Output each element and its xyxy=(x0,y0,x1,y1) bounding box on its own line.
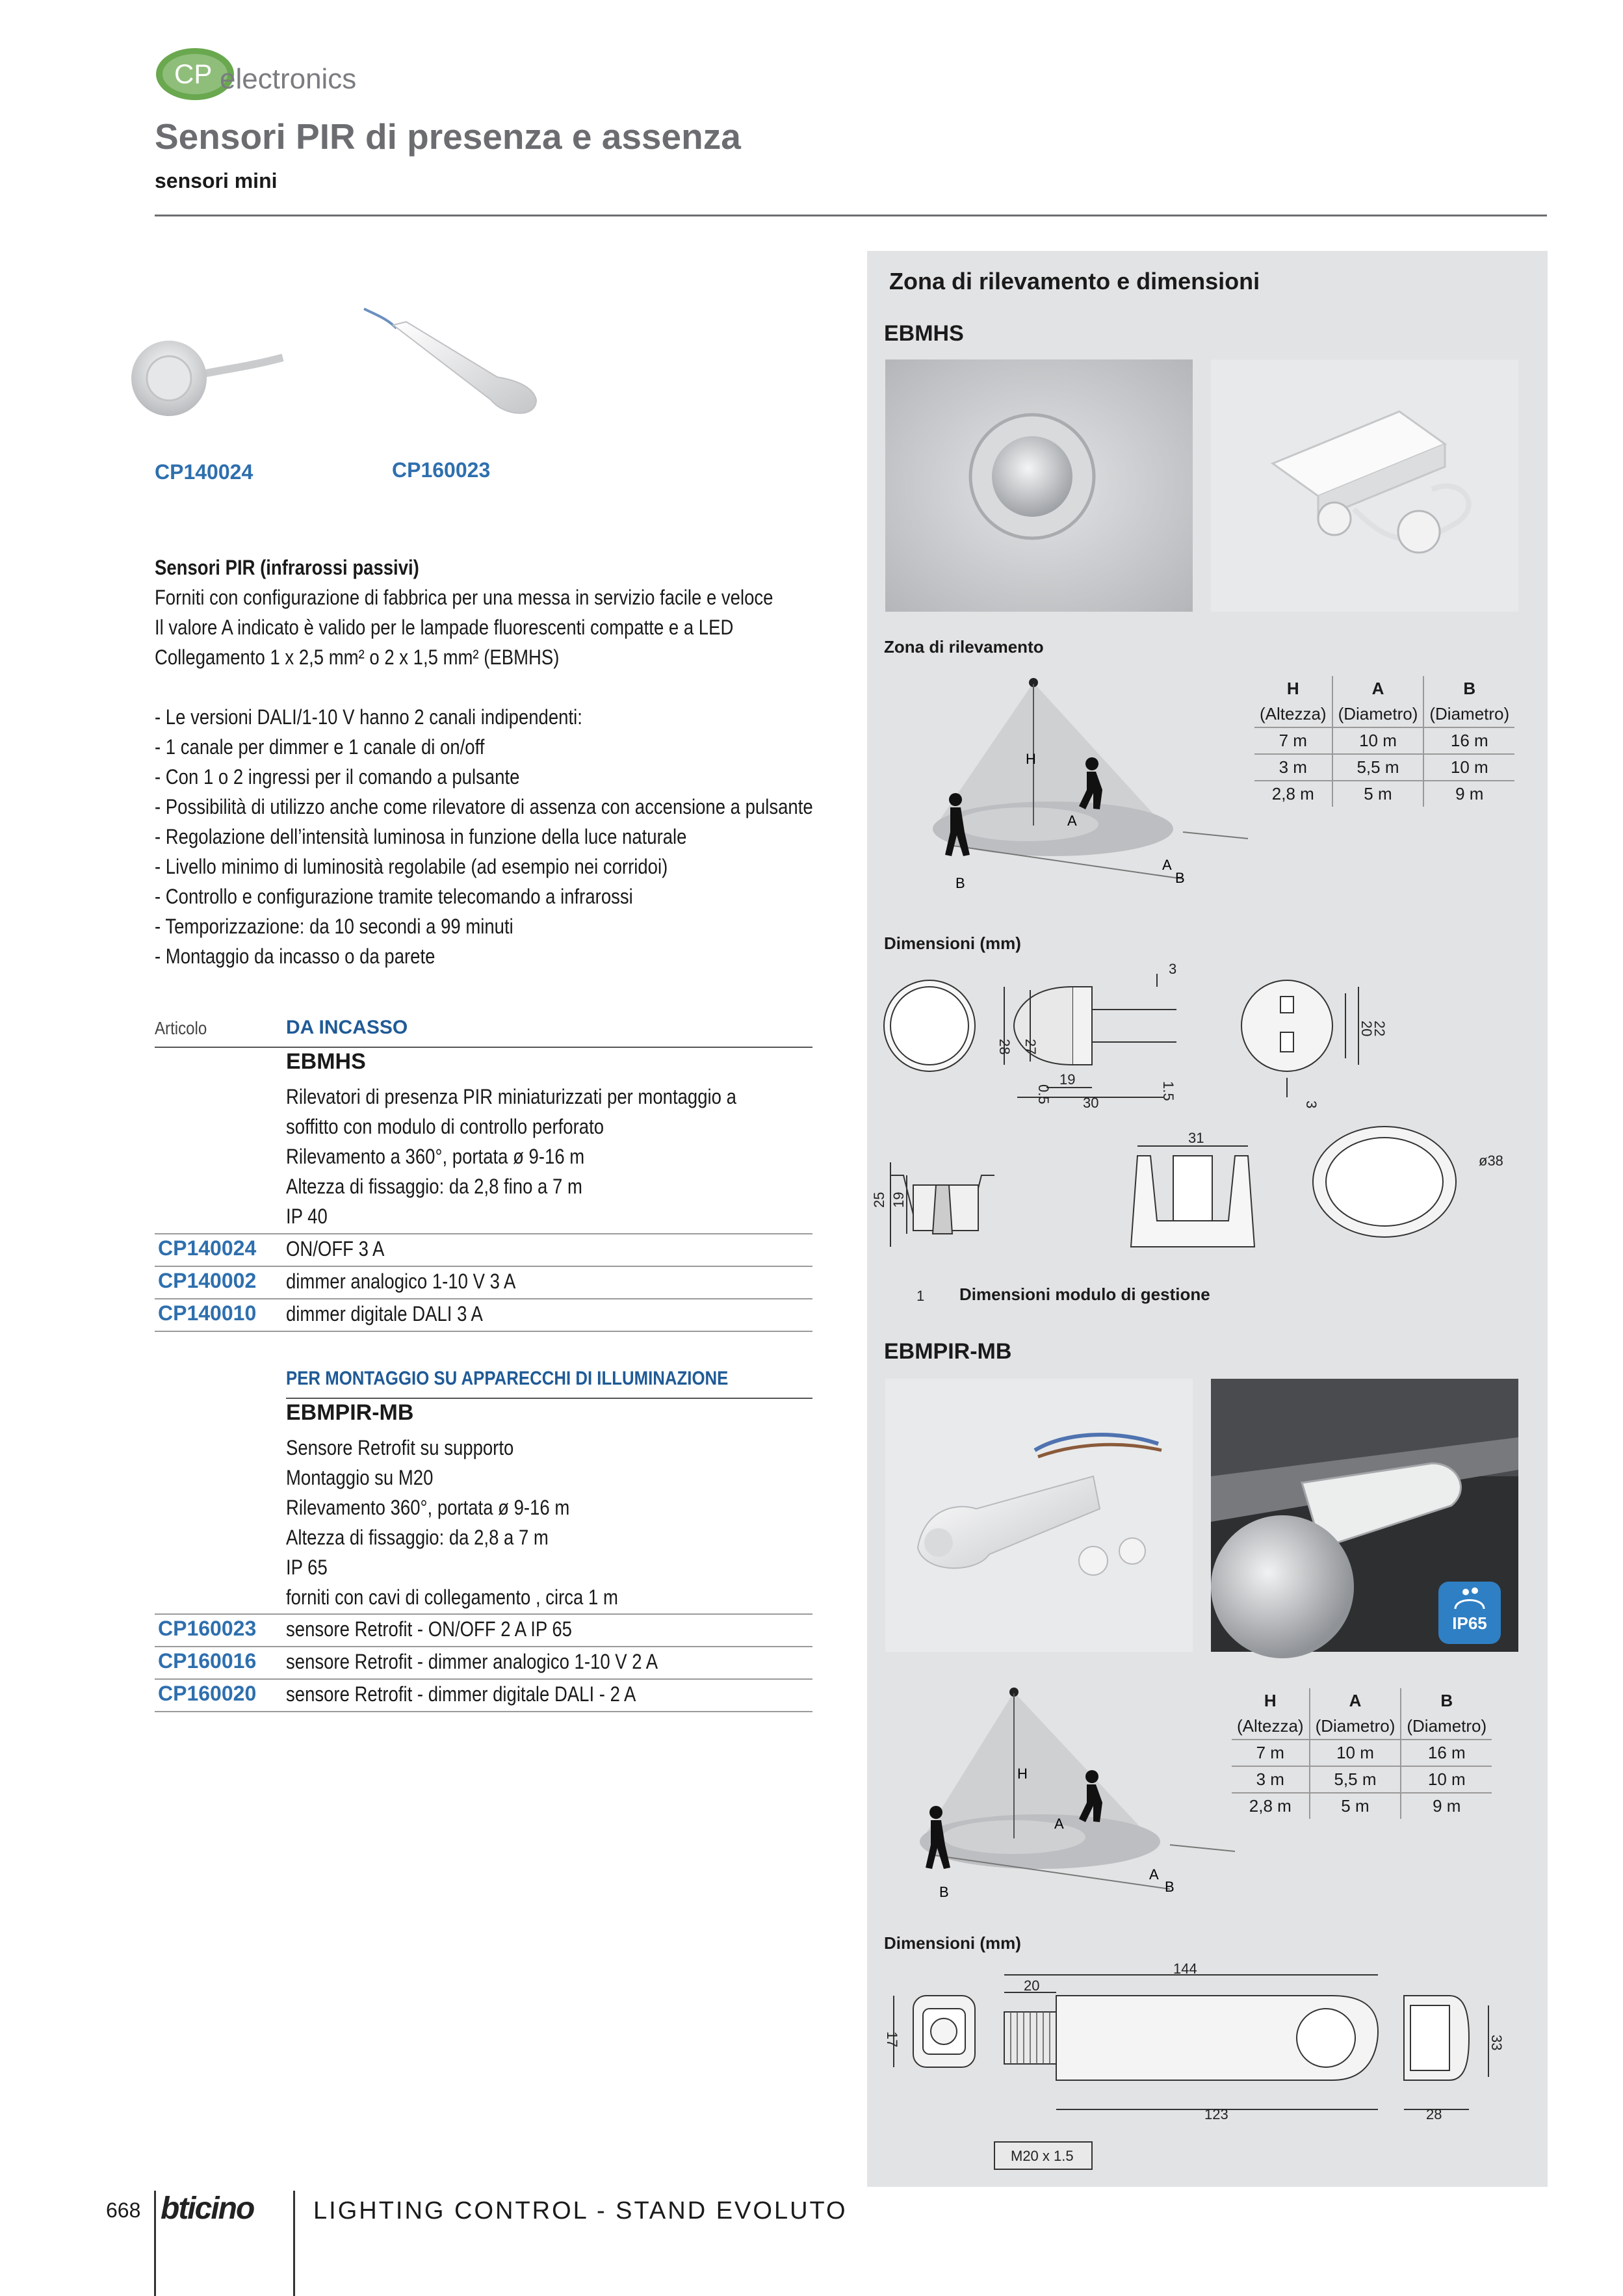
logo-text: electronics xyxy=(220,63,357,95)
ebmpir-photo-product xyxy=(885,1379,1193,1652)
product-photo-cp140024 xyxy=(104,306,283,442)
ebmhs-photo-ceiling xyxy=(885,359,1193,612)
section2-rule xyxy=(286,1398,812,1399)
bullet-item: - Livello minimo di luminosità regolabile (ad esempio nei corridoi) xyxy=(155,855,668,878)
range-cell: 16 m xyxy=(1423,727,1514,754)
ip65-label: IP65 xyxy=(1452,1613,1487,1633)
range-header-a: A xyxy=(1332,676,1424,701)
description-line: Forniti con configurazione di fabbrica per una messa in servizio facile e veloce xyxy=(155,586,773,609)
footer-brand: bticino xyxy=(161,2191,254,2226)
dim-label: 27 xyxy=(1022,1039,1039,1055)
dim-label: 3 xyxy=(1169,961,1177,977)
dim-label: 30 xyxy=(1083,1095,1099,1111)
range-cell: 5 m xyxy=(1332,781,1424,807)
section1-heading: DA INCASSO xyxy=(286,1017,408,1038)
range-subheader: (Diametro) xyxy=(1401,1714,1492,1740)
section2-desc-line: Sensore Retrofit su supporto xyxy=(286,1436,514,1459)
description-line: Collegamento 1 x 2,5 mm² o 2 x 1,5 mm² (EBMHS) xyxy=(155,646,560,669)
ip65-badge xyxy=(1438,1582,1501,1644)
panel-title: Zona di rilevamento e dimensioni xyxy=(889,268,1260,294)
section2-desc-line: IP 65 xyxy=(286,1556,328,1579)
range-header-b: B xyxy=(1423,676,1514,701)
range-cell: 10 m xyxy=(1423,754,1514,781)
dim-label: 0.5 xyxy=(1035,1084,1052,1104)
range-header-h: H xyxy=(1286,679,1299,698)
bullet-item: - Temporizzazione: da 10 secondi a 99 minuti xyxy=(155,915,513,938)
dim-label: 17 xyxy=(884,2031,900,2048)
table-row-desc: ON/OFF 3 A xyxy=(286,1237,385,1260)
row-divider xyxy=(155,1298,812,1299)
range-header-h: H xyxy=(1264,1691,1277,1710)
page-subtitle: sensori mini xyxy=(155,169,278,192)
footer-divider-right xyxy=(293,2191,295,2296)
ebmhs-title: EBMHS xyxy=(884,321,964,346)
bullet-item: - Possibilità di utilizzo anche come rilevatore di assenza con accensione a pulsante xyxy=(155,795,813,818)
logo xyxy=(155,40,363,105)
range-cell: 5 m xyxy=(1310,1793,1401,1819)
module-dimensions-label: Dimensioni modulo di gestione xyxy=(959,1285,1210,1304)
table-row-code: CP140010 xyxy=(158,1301,257,1325)
range-cell: 9 m xyxy=(1401,1793,1492,1819)
section1-desc-line: Rilevatori di presenza PIR miniaturizzati per montaggio a xyxy=(286,1085,736,1108)
range-cell: 10 m xyxy=(1310,1740,1401,1766)
dim-label: 123 xyxy=(1204,2106,1228,2122)
section2-heading: PER MONTAGGIO SU APPARECCHI DI ILLUMINAZIONE xyxy=(286,1368,729,1389)
dim-label: 1 xyxy=(916,1288,925,1304)
range-table-2 xyxy=(1232,1688,1492,1819)
bullet-item: - Con 1 o 2 ingressi per il comando a pulsante xyxy=(155,765,520,789)
range-subheader: (Diametro) xyxy=(1423,701,1514,727)
diagram-label-b: B xyxy=(939,1884,949,1900)
footer-text: LIGHTING CONTROL - STAND EVOLUTO xyxy=(313,2197,848,2224)
dim-label: 1.5 xyxy=(1160,1081,1176,1101)
dim-label: 19 xyxy=(1059,1071,1076,1088)
diagram-label-b: B xyxy=(1165,1879,1175,1895)
dim-label: 20 xyxy=(1358,1021,1375,1037)
description-heading: Sensori PIR (infrarossi passivi) xyxy=(155,556,419,579)
row-divider xyxy=(155,1711,812,1712)
zone-label: Zona di rilevamento xyxy=(884,637,1044,657)
description-line: Il valore A indicato è valido per le lampade fluorescenti compatte e a LED xyxy=(155,616,734,639)
dim-label: 33 xyxy=(1488,2035,1505,2051)
range-cell: 2,8 m xyxy=(1254,781,1332,807)
ebmpir-dimension-drawing xyxy=(877,1957,1534,2171)
range-cell: 10 m xyxy=(1332,727,1424,754)
section2-desc-line: Montaggio su M20 xyxy=(286,1466,434,1489)
range-subheader: (Diametro) xyxy=(1310,1714,1401,1740)
dim-label: 3 xyxy=(1303,1101,1319,1109)
table-row-desc: dimmer digitale DALI 3 A xyxy=(286,1302,483,1325)
section1-desc xyxy=(286,1082,810,1231)
water-drop-icon xyxy=(1450,1584,1489,1613)
range-header-b: B xyxy=(1401,1688,1492,1714)
product-code-2: CP160023 xyxy=(392,458,491,482)
bullet-item: - Controllo e configurazione tramite telecomando a infrarossi xyxy=(155,885,633,908)
dim-label: 28 xyxy=(1426,2106,1442,2122)
dim-label: 144 xyxy=(1173,1961,1197,1977)
footer-divider-left xyxy=(154,2191,156,2296)
section2-desc-line: forniti con cavi di collegamento , circa 1 m xyxy=(286,1585,618,1609)
range-cell: 16 m xyxy=(1401,1740,1492,1766)
table-row-desc: dimmer analogico 1-10 V 3 A xyxy=(286,1270,516,1293)
description-block xyxy=(155,553,920,971)
range-cell: 2,8 m xyxy=(1232,1793,1310,1819)
dimensions-label: Dimensioni (mm) xyxy=(884,933,1021,953)
diagram-label-h: H xyxy=(1026,751,1036,767)
dim-label: M20 x 1.5 xyxy=(1011,2148,1074,2164)
range-subheader: (Altezza) xyxy=(1237,1716,1304,1736)
section1-model: EBMHS xyxy=(286,1049,366,1074)
ebmpir-photo-installed xyxy=(1211,1379,1518,1652)
diagram-label-a: A xyxy=(1054,1816,1064,1832)
table-row-desc: sensore Retrofit - ON/OFF 2 A IP 65 xyxy=(286,1617,572,1641)
bullet-item: - Regolazione dell’intensità luminosa in funzione della luce naturale xyxy=(155,825,687,848)
diagram-label-b: B xyxy=(955,875,965,891)
ebmpir-title: EBMPIR-MB xyxy=(884,1339,1012,1364)
product-photo-cp160023 xyxy=(361,296,552,449)
dim-label: 20 xyxy=(1024,1977,1040,1994)
table-row-code: CP140024 xyxy=(158,1236,257,1260)
product-code-1: CP140024 xyxy=(155,460,253,484)
dimensions-label-2: Dimensioni (mm) xyxy=(884,1933,1021,1953)
bullet-item: - Le versioni DALI/1-10 V hanno 2 canali indipendenti: xyxy=(155,705,582,729)
section1-desc-line: soffitto con modulo di controllo perforato xyxy=(286,1115,604,1138)
range-cell: 5,5 m xyxy=(1310,1766,1401,1793)
table-row-code: CP160016 xyxy=(158,1649,257,1673)
section1-desc-line: IP 40 xyxy=(286,1205,328,1228)
range-cell: 9 m xyxy=(1423,781,1514,807)
table-row-code: CP160023 xyxy=(158,1617,257,1640)
ebmhs-photo-kit xyxy=(1211,359,1518,612)
dim-label: 25 xyxy=(871,1192,887,1208)
section1-desc-line: Rilevamento a 360°, portata ø 9-16 m xyxy=(286,1145,585,1168)
table-row-desc: sensore Retrofit - dimmer analogico 1-10 V 2 A xyxy=(286,1650,658,1673)
section2-desc-line: Altezza di fissaggio: da 2,8 a 7 m xyxy=(286,1526,549,1549)
section2-model: EBMPIR-MB xyxy=(286,1400,414,1425)
dim-label: ø38 xyxy=(1479,1153,1503,1169)
table-row-desc: sensore Retrofit - dimmer digitale DALI - 2 A xyxy=(286,1682,636,1706)
dim-label: 19 xyxy=(890,1192,907,1208)
section1-rule xyxy=(155,1047,812,1048)
diagram-label-h: H xyxy=(1017,1766,1028,1782)
section2-desc xyxy=(286,1433,672,1612)
diagram-label-a: A xyxy=(1162,857,1172,873)
detection-diagram-2 xyxy=(884,1682,1248,1916)
svg-text:CP: CP xyxy=(174,59,213,89)
section1-desc-line: Altezza di fissaggio: da 2,8 fino a 7 m xyxy=(286,1175,582,1198)
diagram-label-a: A xyxy=(1149,1866,1159,1883)
page-number: 668 xyxy=(106,2198,141,2222)
diagram-label-a: A xyxy=(1067,813,1077,829)
table-row-code: CP140002 xyxy=(158,1269,257,1292)
row-divider xyxy=(155,1331,812,1332)
range-cell: 5,5 m xyxy=(1332,754,1424,781)
range-cell: 10 m xyxy=(1401,1766,1492,1793)
dim-label: 28 xyxy=(996,1039,1013,1055)
article-col-label: Articolo xyxy=(155,1018,207,1038)
ebmhs-dimension-drawing xyxy=(871,961,1534,1318)
range-subheader: (Altezza) xyxy=(1260,704,1327,724)
header-rule xyxy=(155,215,1547,216)
range-cell: 7 m xyxy=(1254,727,1332,754)
range-header-a: A xyxy=(1310,1688,1401,1714)
range-table-1 xyxy=(1254,676,1514,807)
page-title: Sensori PIR di presenza e assenza xyxy=(155,116,741,157)
range-subheader: (Diametro) xyxy=(1332,701,1424,727)
range-cell: 7 m xyxy=(1232,1740,1310,1766)
dim-label: 22 xyxy=(1371,1021,1388,1037)
section2-desc-line: Rilevamento 360°, portata ø 9-16 m xyxy=(286,1496,570,1519)
range-cell: 3 m xyxy=(1232,1766,1310,1793)
range-cell: 3 m xyxy=(1254,754,1332,781)
bullet-item: - 1 canale per dimmer e 1 canale di on/off xyxy=(155,735,485,759)
table-row-code: CP160020 xyxy=(158,1682,257,1705)
row-divider xyxy=(155,1233,812,1234)
bullet-item: - Montaggio da incasso o da parete xyxy=(155,945,435,968)
diagram-label-b: B xyxy=(1175,870,1185,886)
dim-label: 31 xyxy=(1188,1130,1204,1146)
detection-diagram-1 xyxy=(897,670,1261,904)
